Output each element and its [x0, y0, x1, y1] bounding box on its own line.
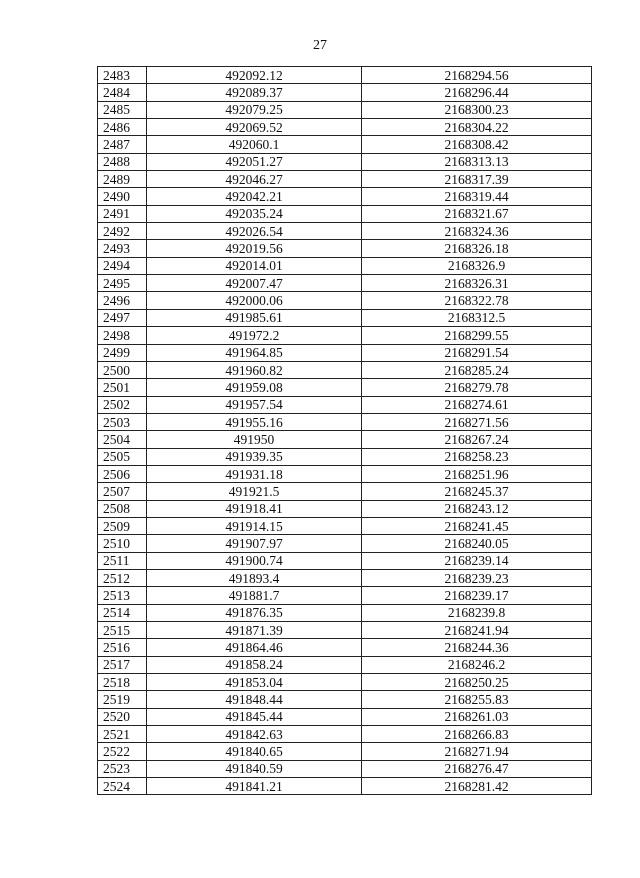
y-coordinate-cell: 2168326.31 — [362, 275, 592, 292]
y-coordinate-cell: 2168255.83 — [362, 691, 592, 708]
point-number-cell: 2520 — [98, 708, 147, 725]
y-coordinate-cell: 2168258.23 — [362, 448, 592, 465]
x-coordinate-cell: 491864.46 — [147, 639, 362, 656]
point-number-cell: 2495 — [98, 275, 147, 292]
point-number-cell: 2491 — [98, 205, 147, 222]
y-coordinate-cell: 2168239.14 — [362, 552, 592, 569]
x-coordinate-cell: 491939.35 — [147, 448, 362, 465]
x-coordinate-cell: 492089.37 — [147, 84, 362, 101]
x-coordinate-cell: 491876.35 — [147, 604, 362, 621]
point-number-cell: 2517 — [98, 656, 147, 673]
x-coordinate-cell: 491845.44 — [147, 708, 362, 725]
point-number-cell: 2500 — [98, 361, 147, 378]
table-row — [98, 448, 592, 465]
point-number-cell: 2499 — [98, 344, 147, 361]
table-row — [98, 760, 592, 777]
table-row — [98, 622, 592, 639]
x-coordinate-cell: 491985.61 — [147, 309, 362, 326]
y-coordinate-cell: 2168244.36 — [362, 639, 592, 656]
table-row — [98, 604, 592, 621]
table-row — [98, 275, 592, 292]
point-number-cell: 2483 — [98, 67, 147, 84]
table-row — [98, 119, 592, 136]
x-coordinate-cell: 491842.63 — [147, 726, 362, 743]
table-row — [98, 153, 592, 170]
table-row — [98, 708, 592, 725]
point-number-cell: 2496 — [98, 292, 147, 309]
x-coordinate-cell: 492000.06 — [147, 292, 362, 309]
point-number-cell: 2516 — [98, 639, 147, 656]
table-row — [98, 240, 592, 257]
table-row — [98, 309, 592, 326]
coordinates-table-body — [98, 67, 592, 795]
table-row — [98, 257, 592, 274]
x-coordinate-cell: 492035.24 — [147, 205, 362, 222]
y-coordinate-cell: 2168317.39 — [362, 171, 592, 188]
point-number-cell: 2514 — [98, 604, 147, 621]
point-number-cell: 2498 — [98, 327, 147, 344]
y-coordinate-cell: 2168271.56 — [362, 413, 592, 430]
x-coordinate-cell: 491931.18 — [147, 465, 362, 482]
point-number-cell: 2523 — [98, 760, 147, 777]
point-number-cell: 2511 — [98, 552, 147, 569]
table-row — [98, 500, 592, 517]
x-coordinate-cell: 491918.41 — [147, 500, 362, 517]
y-coordinate-cell: 2168308.42 — [362, 136, 592, 153]
x-coordinate-cell: 491893.4 — [147, 569, 362, 586]
point-number-cell: 2486 — [98, 119, 147, 136]
table-row — [98, 656, 592, 673]
x-coordinate-cell: 492019.56 — [147, 240, 362, 257]
y-coordinate-cell: 2168322.78 — [362, 292, 592, 309]
table-row — [98, 84, 592, 101]
x-coordinate-cell: 492046.27 — [147, 171, 362, 188]
table-row — [98, 743, 592, 760]
point-number-cell: 2489 — [98, 171, 147, 188]
x-coordinate-cell: 491959.08 — [147, 379, 362, 396]
point-number-cell: 2505 — [98, 448, 147, 465]
table-row — [98, 327, 592, 344]
x-coordinate-cell: 491960.82 — [147, 361, 362, 378]
point-number-cell: 2497 — [98, 309, 147, 326]
table-row — [98, 569, 592, 586]
x-coordinate-cell: 491881.7 — [147, 587, 362, 604]
point-number-cell: 2509 — [98, 517, 147, 534]
y-coordinate-cell: 2168241.45 — [362, 517, 592, 534]
x-coordinate-cell: 491957.54 — [147, 396, 362, 413]
table-row — [98, 413, 592, 430]
y-coordinate-cell: 2168279.78 — [362, 379, 592, 396]
table-row — [98, 552, 592, 569]
y-coordinate-cell: 2168250.25 — [362, 674, 592, 691]
x-coordinate-cell: 491871.39 — [147, 622, 362, 639]
x-coordinate-cell: 491840.59 — [147, 760, 362, 777]
table-row — [98, 431, 592, 448]
table-row — [98, 205, 592, 222]
point-number-cell: 2524 — [98, 778, 147, 795]
y-coordinate-cell: 2168239.8 — [362, 604, 592, 621]
page-number: 27 — [313, 38, 327, 53]
table-row — [98, 136, 592, 153]
x-coordinate-cell: 491955.16 — [147, 413, 362, 430]
y-coordinate-cell: 2168285.24 — [362, 361, 592, 378]
y-coordinate-cell: 2168294.56 — [362, 67, 592, 84]
y-coordinate-cell: 2168313.13 — [362, 153, 592, 170]
y-coordinate-cell: 2168321.67 — [362, 205, 592, 222]
y-coordinate-cell: 2168274.61 — [362, 396, 592, 413]
point-number-cell: 2488 — [98, 153, 147, 170]
point-number-cell: 2485 — [98, 101, 147, 118]
table-row — [98, 778, 592, 795]
table-row — [98, 691, 592, 708]
table-row — [98, 344, 592, 361]
y-coordinate-cell: 2168300.23 — [362, 101, 592, 118]
point-number-cell: 2492 — [98, 223, 147, 240]
y-coordinate-cell: 2168296.44 — [362, 84, 592, 101]
table-row — [98, 483, 592, 500]
y-coordinate-cell: 2168239.23 — [362, 569, 592, 586]
point-number-cell: 2503 — [98, 413, 147, 430]
y-coordinate-cell: 2168324.36 — [362, 223, 592, 240]
x-coordinate-cell: 492079.25 — [147, 101, 362, 118]
x-coordinate-cell: 491841.21 — [147, 778, 362, 795]
table-row — [98, 465, 592, 482]
table-row — [98, 67, 592, 84]
table-row — [98, 674, 592, 691]
y-coordinate-cell: 2168261.03 — [362, 708, 592, 725]
x-coordinate-cell: 492007.47 — [147, 275, 362, 292]
y-coordinate-cell: 2168281.42 — [362, 778, 592, 795]
x-coordinate-cell: 492060.1 — [147, 136, 362, 153]
x-coordinate-cell: 491950 — [147, 431, 362, 448]
table-row — [98, 223, 592, 240]
table-row — [98, 361, 592, 378]
table-row — [98, 587, 592, 604]
x-coordinate-cell: 491840.65 — [147, 743, 362, 760]
point-number-cell: 2521 — [98, 726, 147, 743]
point-number-cell: 2504 — [98, 431, 147, 448]
point-number-cell: 2519 — [98, 691, 147, 708]
point-number-cell: 2510 — [98, 535, 147, 552]
y-coordinate-cell: 2168243.12 — [362, 500, 592, 517]
point-number-cell: 2508 — [98, 500, 147, 517]
y-coordinate-cell: 2168266.83 — [362, 726, 592, 743]
point-number-cell: 2512 — [98, 569, 147, 586]
point-number-cell: 2518 — [98, 674, 147, 691]
point-number-cell: 2493 — [98, 240, 147, 257]
y-coordinate-cell: 2168326.9 — [362, 257, 592, 274]
table-row — [98, 292, 592, 309]
table-row — [98, 171, 592, 188]
point-number-cell: 2494 — [98, 257, 147, 274]
table-row — [98, 101, 592, 118]
point-number-cell: 2487 — [98, 136, 147, 153]
y-coordinate-cell: 2168312.5 — [362, 309, 592, 326]
y-coordinate-cell: 2168326.18 — [362, 240, 592, 257]
table-row — [98, 396, 592, 413]
table-row — [98, 188, 592, 205]
point-number-cell: 2501 — [98, 379, 147, 396]
x-coordinate-cell: 492069.52 — [147, 119, 362, 136]
x-coordinate-cell: 492092.12 — [147, 67, 362, 84]
table-row — [98, 639, 592, 656]
table-row — [98, 726, 592, 743]
x-coordinate-cell: 491907.97 — [147, 535, 362, 552]
y-coordinate-cell: 2168319.44 — [362, 188, 592, 205]
point-number-cell: 2490 — [98, 188, 147, 205]
table-row — [98, 535, 592, 552]
table-row — [98, 517, 592, 534]
x-coordinate-cell: 491972.2 — [147, 327, 362, 344]
y-coordinate-cell: 2168291.54 — [362, 344, 592, 361]
x-coordinate-cell: 491853.04 — [147, 674, 362, 691]
x-coordinate-cell: 491964.85 — [147, 344, 362, 361]
y-coordinate-cell: 2168276.47 — [362, 760, 592, 777]
y-coordinate-cell: 2168240.05 — [362, 535, 592, 552]
x-coordinate-cell: 491914.15 — [147, 517, 362, 534]
x-coordinate-cell: 491921.5 — [147, 483, 362, 500]
y-coordinate-cell: 2168239.17 — [362, 587, 592, 604]
y-coordinate-cell: 2168245.37 — [362, 483, 592, 500]
coordinates-table — [97, 66, 592, 795]
x-coordinate-cell: 492026.54 — [147, 223, 362, 240]
point-number-cell: 2522 — [98, 743, 147, 760]
x-coordinate-cell: 491848.44 — [147, 691, 362, 708]
y-coordinate-cell: 2168271.94 — [362, 743, 592, 760]
y-coordinate-cell: 2168304.22 — [362, 119, 592, 136]
point-number-cell: 2515 — [98, 622, 147, 639]
point-number-cell: 2507 — [98, 483, 147, 500]
point-number-cell: 2484 — [98, 84, 147, 101]
point-number-cell: 2506 — [98, 465, 147, 482]
y-coordinate-cell: 2168299.55 — [362, 327, 592, 344]
x-coordinate-cell: 492051.27 — [147, 153, 362, 170]
table-row — [98, 379, 592, 396]
y-coordinate-cell: 2168267.24 — [362, 431, 592, 448]
x-coordinate-cell: 491900.74 — [147, 552, 362, 569]
y-coordinate-cell: 2168241.94 — [362, 622, 592, 639]
x-coordinate-cell: 492042.21 — [147, 188, 362, 205]
point-number-cell: 2513 — [98, 587, 147, 604]
y-coordinate-cell: 2168246.2 — [362, 656, 592, 673]
x-coordinate-cell: 492014.01 — [147, 257, 362, 274]
point-number-cell: 2502 — [98, 396, 147, 413]
x-coordinate-cell: 491858.24 — [147, 656, 362, 673]
y-coordinate-cell: 2168251.96 — [362, 465, 592, 482]
